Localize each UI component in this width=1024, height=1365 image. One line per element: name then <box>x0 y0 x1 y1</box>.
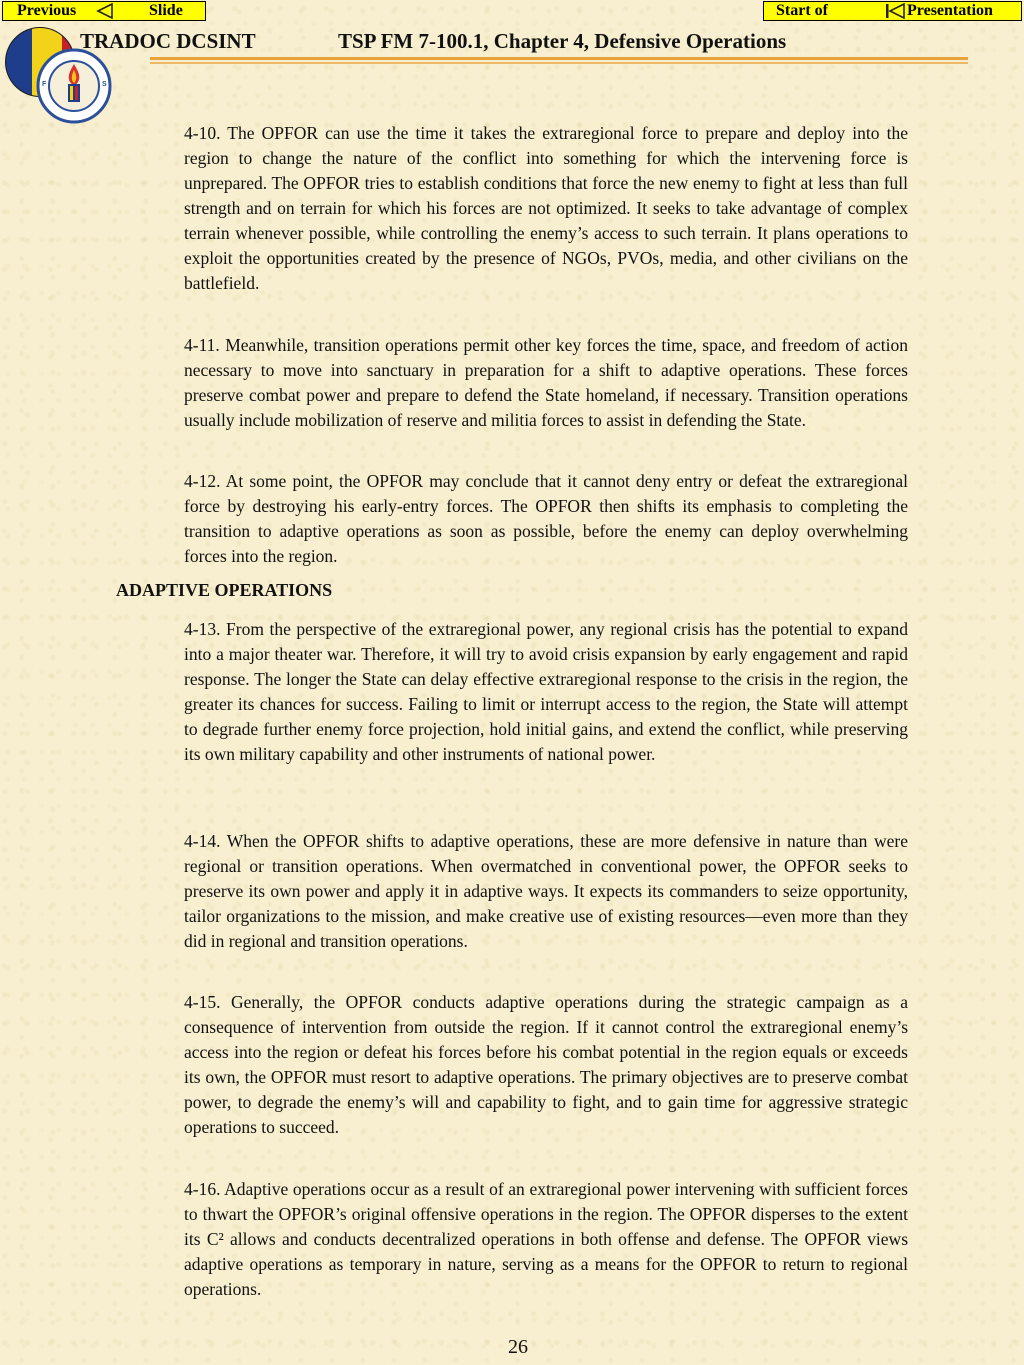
document-title: TSP FM 7-100.1, Chapter 4, Defensive Operations <box>338 29 787 53</box>
presentation-label: Presentation <box>907 2 993 19</box>
paragraph-4-15: 4-15. Generally, the OPFOR conducts adaptive operations during the strategic campaign as a consequence of intervention from outside the region. If it cannot control the extraregional enemy’s access into the region or defeat his forces before his combat potential in the region equals or exceeds its own, the OPFOR must resort to adaptive operations. The primary objectives are to preserve combat power, to degrade the enemy’s will and capability to fight, and to gain time for aggressive strategic operations to succeed. <box>184 992 908 1137</box>
start-of-presentation-button[interactable] <box>763 1 1022 21</box>
section-heading: ADAPTIVE OPERATIONS <box>116 580 333 600</box>
paragraph-4-13: 4-13. From the perspective of the extraregional power, any regional crisis has the potential to expand into a major theater war. Therefore, it will try to avoid crisis expansion by early engagement and rapid response. The longer the State can delay effective extraregional response to the crisis in the region, the greater its chances for success. Failing to limit or interrupt access to the region, the State will attempt to degrade further enemy force projection, hold initial gains, and extend the conflict, while preserving its own military capability and other instruments of national power. <box>184 619 908 764</box>
paragraph-4-12: 4-12. At some point, the OPFOR may conclude that it cannot deny entry or defeat the extraregional force by destroying his early-entry forces. The OPFOR then shifts its emphasis to completing the transition to adaptive operations as soon as possible, before the enemy can deploy overwhelming forces into the region. <box>184 471 908 566</box>
previous-label: Previous <box>17 2 77 19</box>
start-of-label: Start of <box>776 2 828 19</box>
svg-text:S: S <box>102 81 107 88</box>
previous-arrow-icon <box>96 3 114 24</box>
previous-slide-button[interactable] <box>2 1 206 21</box>
paragraph-4-10: 4-10. The OPFOR can use the time it takes the extraregional force to prepare and deploy into the region to change the nature of the conflict into something for which the intervening force is unprepared. The OPFOR tries to establish conditions that force the new enemy to fight at less than full strength and on terrain for which his forces are not optimized. It seeks to take advantage of complex terrain whenever possible, while controlling the enemy’s access to such terrain. It plans operations to exploit the opportunities created by the presence of NGOs, PVOs, media, and other civilians on the battlefield. <box>184 123 908 293</box>
page-number: 26 <box>508 1336 528 1358</box>
slide-label: Slide <box>149 2 183 19</box>
paragraph-4-16: 4-16. Adaptive operations occur as a result of an extraregional power intervening with sufficient forces to thwart the OPFOR’s original offensive operations in the region. The OPFOR disperses to the extent its C² allows and conducts decentralized operations in both offense and defense. The OPFOR views adaptive operations as temporary in nature, serving as a means for the OPFOR to return to regional operations. <box>184 1179 908 1299</box>
svg-text:F: F <box>42 81 47 88</box>
organization-title: TRADOC DCSINT <box>80 29 256 53</box>
paragraph-4-14: 4-14. When the OPFOR shifts to adaptive operations, these are more defensive in nature than were regional or transition operations. When overmatched in conventional power, the OPFOR seeks to preserve its own power and apply it in adaptive ways. It expects its commanders to seize opportunity, tailor organizations to the mission, and make creative use of existing resources—even more than they did in regional and transition operations. <box>184 831 908 951</box>
paragraph-4-11: 4-11. Meanwhile, transition operations permit other key forces the time, space, and freedom of action necessary to move into sanctuary in preparation for a shift to adaptive operations. These forces preserve combat power and prepare to defend the State homeland, if necessary. Transition operations usually include mobilization of reserve and militia forces to assist in defending the State. <box>184 335 908 430</box>
header-rule <box>150 57 968 60</box>
header-rule-secondary <box>150 62 968 64</box>
first-slide-icon <box>884 3 906 24</box>
